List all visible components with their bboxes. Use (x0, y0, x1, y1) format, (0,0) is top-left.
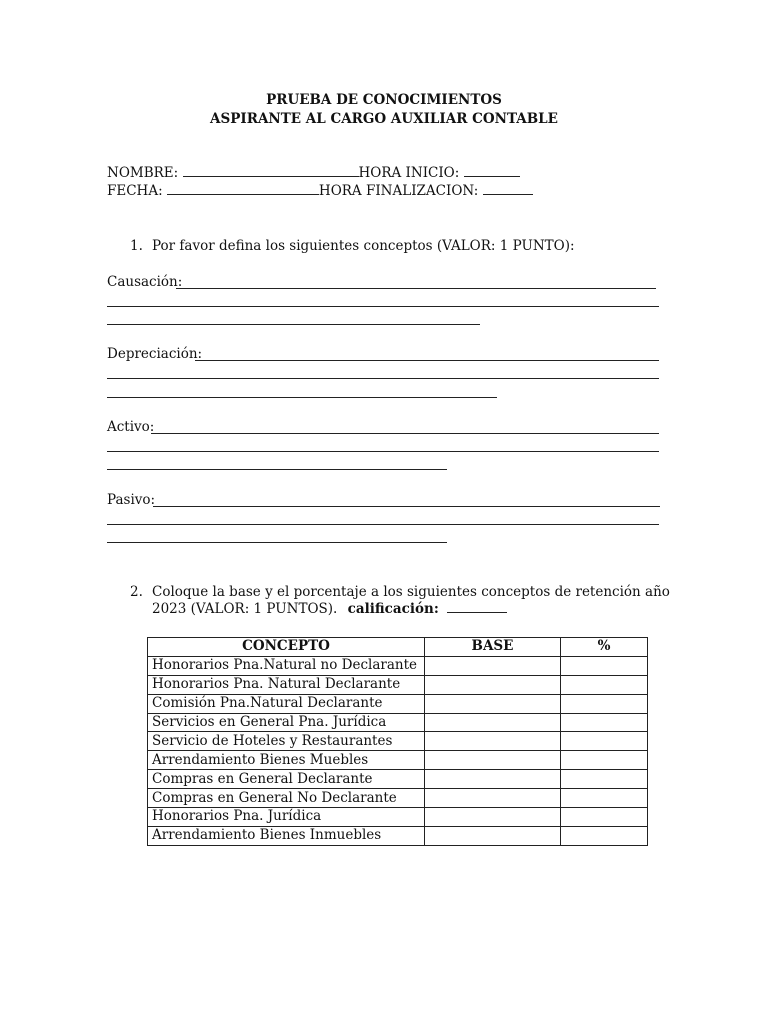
percent-cell[interactable] (561, 826, 648, 845)
concept-causacion-line-1[interactable] (176, 288, 656, 289)
percent-cell[interactable] (561, 770, 648, 789)
header-base: BASE (425, 638, 561, 657)
base-cell[interactable] (425, 789, 561, 808)
score-label: calificación: (347, 601, 439, 617)
header-percent: % (561, 638, 648, 657)
document-title: PRUEBA DE CONOCIMIENTOS (266, 92, 502, 108)
base-cell[interactable] (425, 770, 561, 789)
concept-activo-label: Activo: (107, 419, 155, 435)
date-field[interactable] (167, 183, 319, 195)
table-row (148, 732, 648, 751)
percent-cell[interactable] (561, 656, 648, 675)
question-1-number: 1. (130, 238, 143, 254)
base-cell[interactable] (425, 751, 561, 770)
concept-pasivo-line-2[interactable] (107, 524, 659, 525)
concept-cell: Arrendamiento Bienes Muebles (148, 751, 425, 770)
header-concepto: CONCEPTO (148, 638, 425, 657)
concept-cell: Arrendamiento Bienes Inmuebles (148, 826, 425, 845)
percent-cell[interactable] (561, 675, 648, 694)
concept-cell: Servicios en General Pna. Jurídica (148, 713, 425, 732)
percent-cell[interactable] (561, 694, 648, 713)
concept-pasivo-line-3[interactable] (107, 542, 447, 543)
concept-cell: Servicio de Hoteles y Restaurantes (148, 732, 425, 751)
table-row (148, 656, 648, 675)
concept-causacion-label: Causación: (107, 274, 183, 290)
percent-cell[interactable] (561, 732, 648, 751)
concept-activo-line-2[interactable] (107, 451, 659, 452)
percent-cell[interactable] (561, 789, 648, 808)
concept-causacion-line-2[interactable] (107, 306, 659, 307)
concept-cell: Honorarios Pna.Natural no Declarante (148, 656, 425, 675)
base-cell[interactable] (425, 826, 561, 845)
start-time-label: HORA INICIO: (358, 165, 460, 181)
question-2-value: 2023 (VALOR: 1 PUNTOS). (152, 601, 338, 617)
base-cell[interactable] (425, 732, 561, 751)
name-field[interactable] (183, 165, 359, 177)
base-cell[interactable] (425, 694, 561, 713)
retention-table (147, 637, 648, 846)
concept-activo-line-3[interactable] (107, 469, 447, 470)
percent-cell[interactable] (561, 808, 648, 827)
question-2-text-line-1: Coloque la base y el porcentaje a los siguientes conceptos de retención año (152, 584, 670, 600)
concept-cell: Compras en General Declarante (148, 770, 425, 789)
table-row (148, 675, 648, 694)
table-row (148, 789, 648, 808)
concept-depreciacion-line-2[interactable] (107, 378, 659, 379)
table-header-row (148, 638, 648, 657)
table-row (148, 826, 648, 845)
table-row (148, 713, 648, 732)
concept-cell: Honorarios Pna. Natural Declarante (148, 675, 425, 694)
question-1-text: Por favor defina los siguientes conceptos (VALOR: 1 PUNTO): (152, 238, 575, 254)
base-cell[interactable] (425, 713, 561, 732)
table-row (148, 751, 648, 770)
table-row (148, 694, 648, 713)
date-row (107, 183, 533, 199)
percent-cell[interactable] (561, 713, 648, 732)
concept-pasivo-line-1[interactable] (153, 506, 660, 507)
end-time-label: HORA FINALIZACION: (318, 183, 479, 199)
base-cell[interactable] (425, 675, 561, 694)
table-row (148, 770, 648, 789)
concept-depreciacion-line-1[interactable] (195, 360, 659, 361)
concept-causacion-line-3[interactable] (107, 324, 480, 325)
score-field[interactable] (447, 601, 507, 613)
start-time-field[interactable] (464, 165, 520, 177)
concept-activo-line-1[interactable] (151, 433, 659, 434)
question-2-number: 2. (130, 584, 143, 600)
base-cell[interactable] (425, 656, 561, 675)
percent-cell[interactable] (561, 751, 648, 770)
name-row (107, 165, 520, 181)
date-label: FECHA: (107, 183, 163, 199)
base-cell[interactable] (425, 808, 561, 827)
concept-cell: Honorarios Pna. Jurídica (148, 808, 425, 827)
concept-cell: Compras en General No Declarante (148, 789, 425, 808)
concept-pasivo-label: Pasivo: (107, 492, 156, 508)
end-time-field[interactable] (483, 183, 533, 195)
concept-cell: Comisión Pna.Natural Declarante (148, 694, 425, 713)
table-row (148, 808, 648, 827)
name-label: NOMBRE: (107, 165, 179, 181)
document-subtitle: ASPIRANTE AL CARGO AUXILIAR CONTABLE (210, 111, 558, 127)
concept-depreciacion-line-3[interactable] (107, 397, 497, 398)
concept-depreciacion-label: Depreciación: (107, 346, 203, 362)
question-2-text-line-2 (152, 601, 507, 617)
